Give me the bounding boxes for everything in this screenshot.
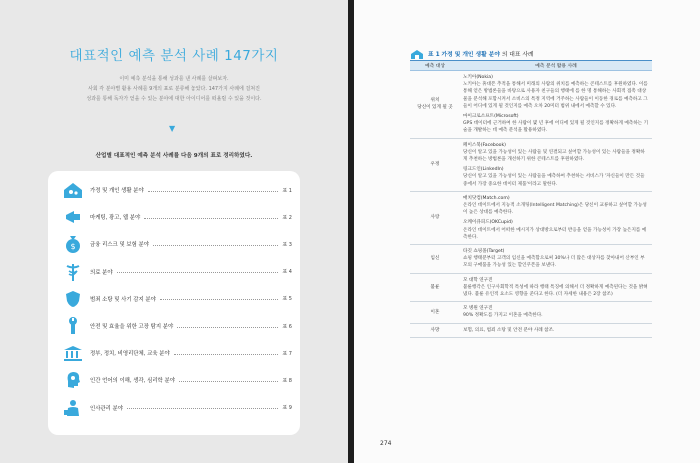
case-entry: [463, 74, 649, 110]
case-description: 온라인 데이트에서 어떠한 메시지가 상대방으로부터 반응을 얻을 가능성이 가장 높은지를 예측한다.: [463, 227, 647, 240]
megaphone-icon: [62, 207, 84, 227]
leader-dots: [160, 299, 279, 300]
toc-item-label: 범죄 소탕 및 사기 감지 분야: [90, 296, 156, 303]
case-cell: [460, 273, 652, 302]
table-row: [410, 273, 652, 302]
category-cell: 우정: [410, 138, 460, 191]
case-entry: [463, 305, 649, 319]
caption-suffix: 의 대표 사례: [501, 52, 534, 58]
government-building-icon: [62, 343, 84, 363]
toc-item-label: 정부, 정치, 비영리단체, 교육 분야: [90, 351, 170, 358]
case-cell: [460, 71, 652, 139]
table-row: [410, 138, 652, 191]
human-head-icon: [62, 370, 84, 390]
organization-name: 오케이큐피드(OKCupid): [463, 220, 513, 226]
leader-dots: [148, 191, 279, 192]
leader-dots: [117, 272, 279, 273]
toc-item[interactable]: [62, 342, 292, 364]
page-title: 대표적인 예측 분석 사례 147가지: [69, 48, 279, 64]
case-entry: [463, 219, 649, 241]
case-description: 온라인 데이트에서 지능적 소개팅(Intelligent Matching)은 당신이 교류하고 싶어할 가능성이 높은 상대를 예측한다.: [463, 203, 647, 216]
table-header-row: [410, 61, 652, 71]
toc-item-table-ref: 표 3: [282, 241, 292, 248]
table-of-contents-card: [48, 171, 300, 435]
case-description: 90% 정확도를 가지고 이혼을 예측한다.: [463, 313, 543, 319]
toc-item-label: 인간 언어의 이해, 생각, 심리학 분야: [90, 378, 175, 385]
column-header: 예측 대상: [410, 61, 460, 71]
toc-item-table-ref: 표 6: [282, 323, 292, 330]
case-description: 당신이 알고 있을 가능성이 있는 사람들 및 연결되고 싶어할 가능성이 있는 사람들을 정확하게 추천하는 방법론을 개선하기 위한 콘테스트를 후원하였다.: [463, 149, 645, 163]
wrench-icon: [62, 316, 84, 336]
toc-item[interactable]: [62, 397, 292, 419]
toc-item[interactable]: [62, 315, 292, 337]
case-cell: [460, 138, 652, 191]
toc-item-label: 마케팅, 광고, 웹 분야: [90, 215, 141, 222]
category-cell: 불륜: [410, 273, 460, 302]
organization-name: 모 대학 연구진: [463, 277, 493, 283]
case-entry: [463, 248, 649, 270]
case-cell: [460, 245, 652, 274]
table-row: [410, 245, 652, 274]
category-cell: 이혼: [410, 302, 460, 323]
data-table: [410, 60, 652, 338]
toc-item-table-ref: 표 8: [282, 377, 292, 384]
case-entry: [463, 113, 649, 135]
case-description: 보험, 의료, 범죄 소탕 및 안전 분야 사례 참조.: [463, 327, 555, 333]
caption-title: 가정 및 개인 생활 분야: [441, 52, 500, 58]
intro-line: 성과를 통해 독자가 얻을 수 있는 분야에 대한 아이디어를 떠올릴 수 있을 것이다.: [86, 96, 262, 102]
down-arrow-icon: ▼: [169, 124, 176, 133]
organization-name: 모 병원 연구진: [463, 306, 493, 312]
organization-name: 링크드인(LinkedIn): [463, 167, 504, 173]
case-description: 당신이 알고 있을 가능성이 있는 사람들을 예측하여 추천하는 서비스가 '자신들이 만든 것들 중에서 가장 중요한 데이터 제품'이라고 말한다.: [463, 174, 645, 187]
category-cell: 사랑: [410, 191, 460, 244]
subtitle: 산업별 대표적인 예측 분석 사례를 다음 9개의 표로 정리하였다.: [95, 153, 253, 159]
toc-item[interactable]: [62, 261, 292, 283]
case-entry: [463, 166, 649, 188]
toc-item-label: 가정 및 개인 생활 분야: [90, 188, 144, 194]
organization-name: 페이스북(Facebook): [463, 142, 506, 148]
table-row: [410, 323, 652, 337]
toc-item-label: 안전 및 효율을 위한 고장 탐지 분야: [90, 324, 174, 330]
leader-dots: [127, 408, 278, 409]
toc-item-table-ref: 표 2: [282, 214, 292, 221]
toc-item[interactable]: [62, 369, 292, 391]
toc-item-table-ref: 표 9: [282, 405, 292, 412]
column-header: 예측 분석 활용 사례: [460, 61, 652, 71]
house-family-icon: [62, 180, 84, 200]
money-bag-icon: [62, 234, 84, 254]
intro-line: 이미 예측 분석을 통해 성과를 낸 사례를 살펴보자.: [119, 76, 229, 82]
toc-item-table-ref: 표 1: [282, 187, 292, 194]
leader-dots: [177, 327, 278, 328]
leader-dots: [144, 218, 278, 219]
toc-item-label: 인사관리 분야: [90, 405, 123, 412]
organization-name: 매치닷컴(Match.com): [463, 195, 510, 201]
case-description: 쇼핑 행태분부터 고객의 임신을 예측함으로써 30%나 더 많은 대상자를 찾아내어 산부인 부모의 구매품을 가능성 있는 할인쿠폰을 보낸다.: [463, 256, 645, 269]
case-description: 노키아는 휴대폰 추적을 통해서 미래의 사람의 위치를 예측하는 콘테스트를 후원하였다. 이를 통해 얻은 방법론들을 바탕으로 사용자 친구들의 행태에 를 한 명 통해하는 사회적 접촉 대상물을 분석해 포함시켜서 소비스의 특정 지역에 거주하는 사람들이 이동한 경로를 예측하고 그들이 어디에 있게 될 것인지를 예측 오차 20미터 범위 내에서 예측할 수 있다.: [463, 82, 648, 109]
case-description: 불륜행각은 인구사회학적 특성에 따라 행태 특징에 의해서 더 정확하게 예측된다는 것을 밝혀냈다. 불륜 유인적 요소도 영향을 준다고 한다. (더 자세한 내용은 2장 참조): [463, 284, 648, 298]
toc-item-table-ref: 표 5: [282, 296, 292, 303]
case-cell: [460, 302, 652, 323]
case-cell: [460, 323, 652, 337]
toc-item-label: 의료 분야: [90, 269, 113, 276]
table-row: [410, 302, 652, 323]
caption-number: 표 1: [428, 52, 440, 58]
toc-item[interactable]: [62, 233, 292, 255]
toc-item[interactable]: [62, 206, 292, 228]
toc-item-table-ref: 표 7: [282, 350, 292, 357]
category-cell: 사망: [410, 323, 460, 337]
case-description: GPS 데이터에 근거하여 한 사람이 몇 년 후에 어디에 있게 될 것인지를 정확하게 예측하는 기술을 개발하는 데 예측 분석을 활용하였다.: [463, 121, 649, 134]
intro-text: [38, 74, 310, 104]
toc-item[interactable]: [62, 179, 292, 201]
leader-dots: [153, 245, 278, 246]
leader-dots: [174, 354, 279, 355]
category-cell: 위치 당신이 있게 될 곳: [410, 71, 460, 139]
table-row: [410, 191, 652, 244]
toc-item-label: 금융 리스크 및 보험 분야: [90, 242, 149, 249]
organization-name: 마이크로소프트(Microsoft): [463, 114, 519, 120]
page-number: 274: [380, 440, 392, 447]
caduceus-icon: [62, 262, 84, 282]
left-page: [0, 0, 348, 463]
case-entry: [463, 277, 649, 299]
table-row: [410, 71, 652, 139]
case-entry: [463, 327, 649, 334]
organization-name: 타깃 쇼핑몰(Target): [463, 249, 505, 255]
svg-text:$: $: [70, 242, 76, 252]
category-cell: 임신: [410, 245, 460, 274]
leader-dots: [179, 381, 278, 382]
case-entry: [463, 195, 649, 217]
toc-item[interactable]: [62, 288, 292, 310]
business-person-icon: [62, 398, 84, 418]
organization-name: 노키아(Nokia): [463, 75, 493, 80]
case-entry: [463, 142, 649, 164]
badge-shield-icon: [62, 289, 84, 309]
case-cell: [460, 191, 652, 244]
intro-line: 사회 각 분야별 활용 사례를 9개의 표로 분류해 놓았다. 147가지 사례에 걸쳐진: [88, 86, 260, 92]
toc-item-table-ref: 표 4: [282, 269, 292, 276]
